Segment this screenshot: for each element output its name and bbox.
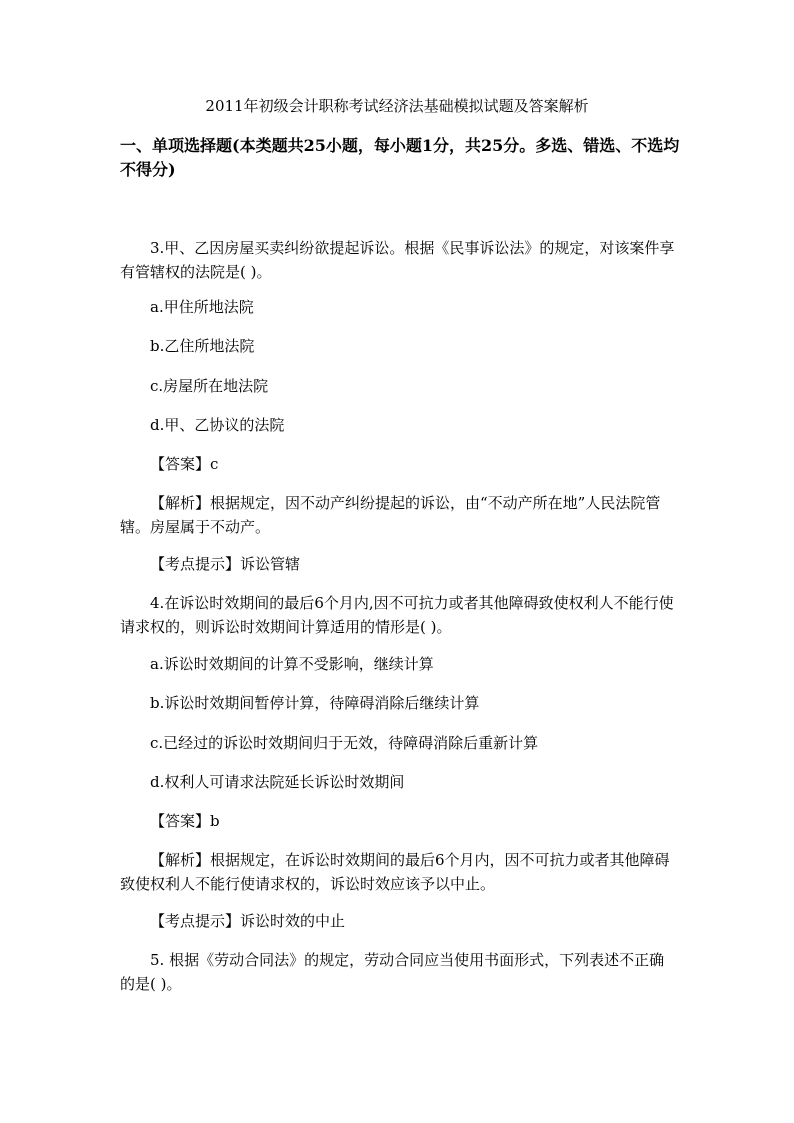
question-3-option-c: c.房屋所在地法院 xyxy=(150,377,269,395)
question-4-option-c: c.已经过的诉讼时效期间归于无效，待障碍消除后重新计算 xyxy=(150,734,539,752)
section-heading: 一、单项选择题(本类题共25小题，每小题1分，共25分。多选、错选、不选均不得分) xyxy=(120,136,680,179)
question-4-stem: 4.在诉讼时效期间的最后6个月内,因不可抗力或者其他障碍致使权利人不能行使请求权的，则诉讼时效期间计算适用的情形是( )。 xyxy=(120,594,674,636)
question-3-analysis: 【解析】根据规定，因不动产纠纷提起的诉讼，由“不动产所在地”人民法院管辖。房屋属于不动产。 xyxy=(120,494,661,536)
question-4-analysis: 【解析】根据规定，在诉讼时效期间的最后6个月内，因不可抗力或者其他障碍致使权利人不能行使请求权的，诉讼时效应该予以中止。 xyxy=(120,851,670,893)
question-4-option-d: d.权利人可请求法院延长诉讼时效期间 xyxy=(150,773,405,791)
question-4-option-b: b.诉讼时效期间暂停计算，待障碍消除后继续计算 xyxy=(150,694,480,712)
question-3-answer: 【答案】c xyxy=(150,455,219,473)
document-title: 2011年初级会计职称考试经济法基础模拟试题及答案解析 xyxy=(205,97,589,115)
question-3-stem: 3.甲、乙因房屋买卖纠纷欲提起诉讼。根据《民事诉讼法》的规定，对该案件享有管辖权的法院是( )。 xyxy=(120,239,675,281)
question-4-answer: 【答案】b xyxy=(150,812,220,830)
question-3-option-b: b.乙住所地法院 xyxy=(150,337,255,355)
question-3-tip: 【考点提示】诉讼管辖 xyxy=(150,555,301,573)
question-4-tip: 【考点提示】诉讼时效的中止 xyxy=(150,912,346,930)
question-4-option-a: a.诉讼时效期间的计算不受影响，继续计算 xyxy=(150,655,434,673)
question-3-option-a: a.甲住所地法院 xyxy=(150,298,254,316)
question-5-stem: 5. 根据《劳动合同法》的规定，劳动合同应当使用书面形式，下列表述不正确的是( )。 xyxy=(120,951,665,993)
question-3-option-d: d.甲、乙协议的法院 xyxy=(150,416,285,434)
